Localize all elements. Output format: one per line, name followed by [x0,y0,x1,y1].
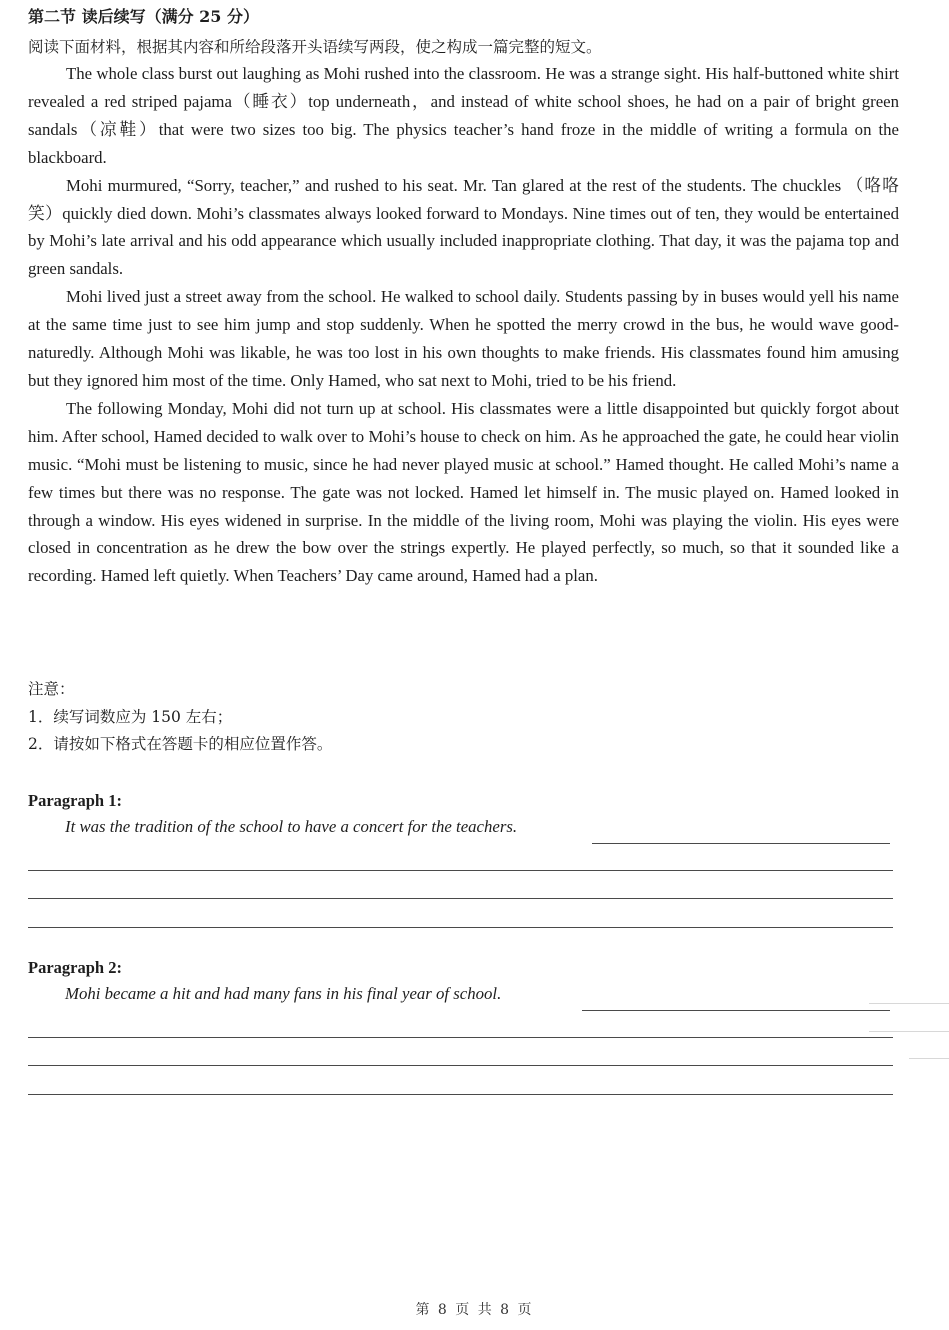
answer-line[interactable] [28,842,893,871]
page-edge-shadow [909,1058,949,1059]
answer-line[interactable] [592,843,890,844]
answer-line[interactable] [582,1010,890,1011]
page-edge-shadow [869,1031,949,1032]
note-item-2: 2．请按如下格式在答题卡的相应位置作答。 [28,735,333,753]
note-item-1: 1．续写词数应为 150 左右； [28,707,233,726]
instruction-text: 阅读下面材料，根据其内容和所给段落开头语续写两段，使之构成一篇完整的短文。 [28,38,602,56]
section-title: 第二节 读后续写（满分 25 分） [28,7,259,26]
paragraph-2-block [28,955,893,1095]
notes-title: 注意： [28,680,75,698]
paragraph-2-opening-line [28,981,893,1009]
paragraph-2-label: Paragraph 2: [28,958,122,977]
notes-section [28,676,332,759]
page-footer: 第 8 页 共 8 页 [415,1302,534,1318]
paragraph-1-opening: It was the tradition of the school to have a concert for the teachers. [65,817,518,836]
answer-line[interactable] [28,1066,893,1095]
answer-line[interactable] [28,899,893,928]
answer-line[interactable] [28,1009,893,1038]
answer-line[interactable] [28,871,893,900]
reading-passage [28,60,899,590]
paragraph-1-opening-line [28,814,893,842]
page-edge-shadow [869,1003,949,1004]
answer-line[interactable] [28,1038,893,1067]
paragraph-2-opening: Mohi became a hit and had many fans in his final year of school. [65,984,502,1003]
passage-paragraph-4: The following Monday, Mohi did not turn up at school. His classmates were a little disappointed but quickly forgot about him. After school, Hamed decided to walk over to Mohi’s house to check on him. As he approached the gate, he could hear violin music. “Mohi must be listening to music, since he had never played music at school.” Hamed thought. He called Mohi’s name a few times but there was no response. The gate was not locked. Hamed let himself in. The music played on. Hamed looked in through a window. His eyes widened in surprise. In the middle of the living room, Mohi was playing the violin. His eyes were closed in concentration as he drew the bow over the strings expertly. He played perfectly, so much, so that it sounded like a recording. Hamed left quietly. When Teachers’ Day came around, Hamed had a plan. [28,398,899,586]
paragraph-1-block [28,788,893,928]
passage-paragraph-1: The whole class burst out laughing as Mohi rushed into the classroom. He was a strange sight. His half-buttoned white shirt revealed a red striped pajama（睡衣）top underneath，and instead of white school shoes, he had on a pair of bright green sandals（凉鞋）that were two sizes too big. The physics teacher’s hand froze in the middle of writing a formula on the blackboard. [28,64,899,167]
passage-paragraph-2: Mohi murmured, “Sorry, teacher,” and rushed to his seat. Mr. Tan glared at the rest of the students. The chuckles （咯咯笑）quickly died down. Mohi’s classmates always looked forward to Mondays. Nine times out of ten, they would be entertained by Mohi’s late arrival and his odd appearance which usually included inappropriate clothing. That day, it was the pajama top and green sandals. [28,175,899,279]
passage-paragraph-3: Mohi lived just a street away from the school. He walked to school daily. Students passing by in buses would yell his name at the same time just to see him jump and stop suddenly. When he spotted the merry crowd in the bus, he would wave good-naturedly. Although Mohi was likable, he was too lost in his own thoughts to make friends. His classmates found him amusing but they ignored him most of the time. Only Hamed, who sat next to Mohi, tried to be his friend. [28,287,899,390]
paragraph-1-label: Paragraph 1: [28,791,122,810]
